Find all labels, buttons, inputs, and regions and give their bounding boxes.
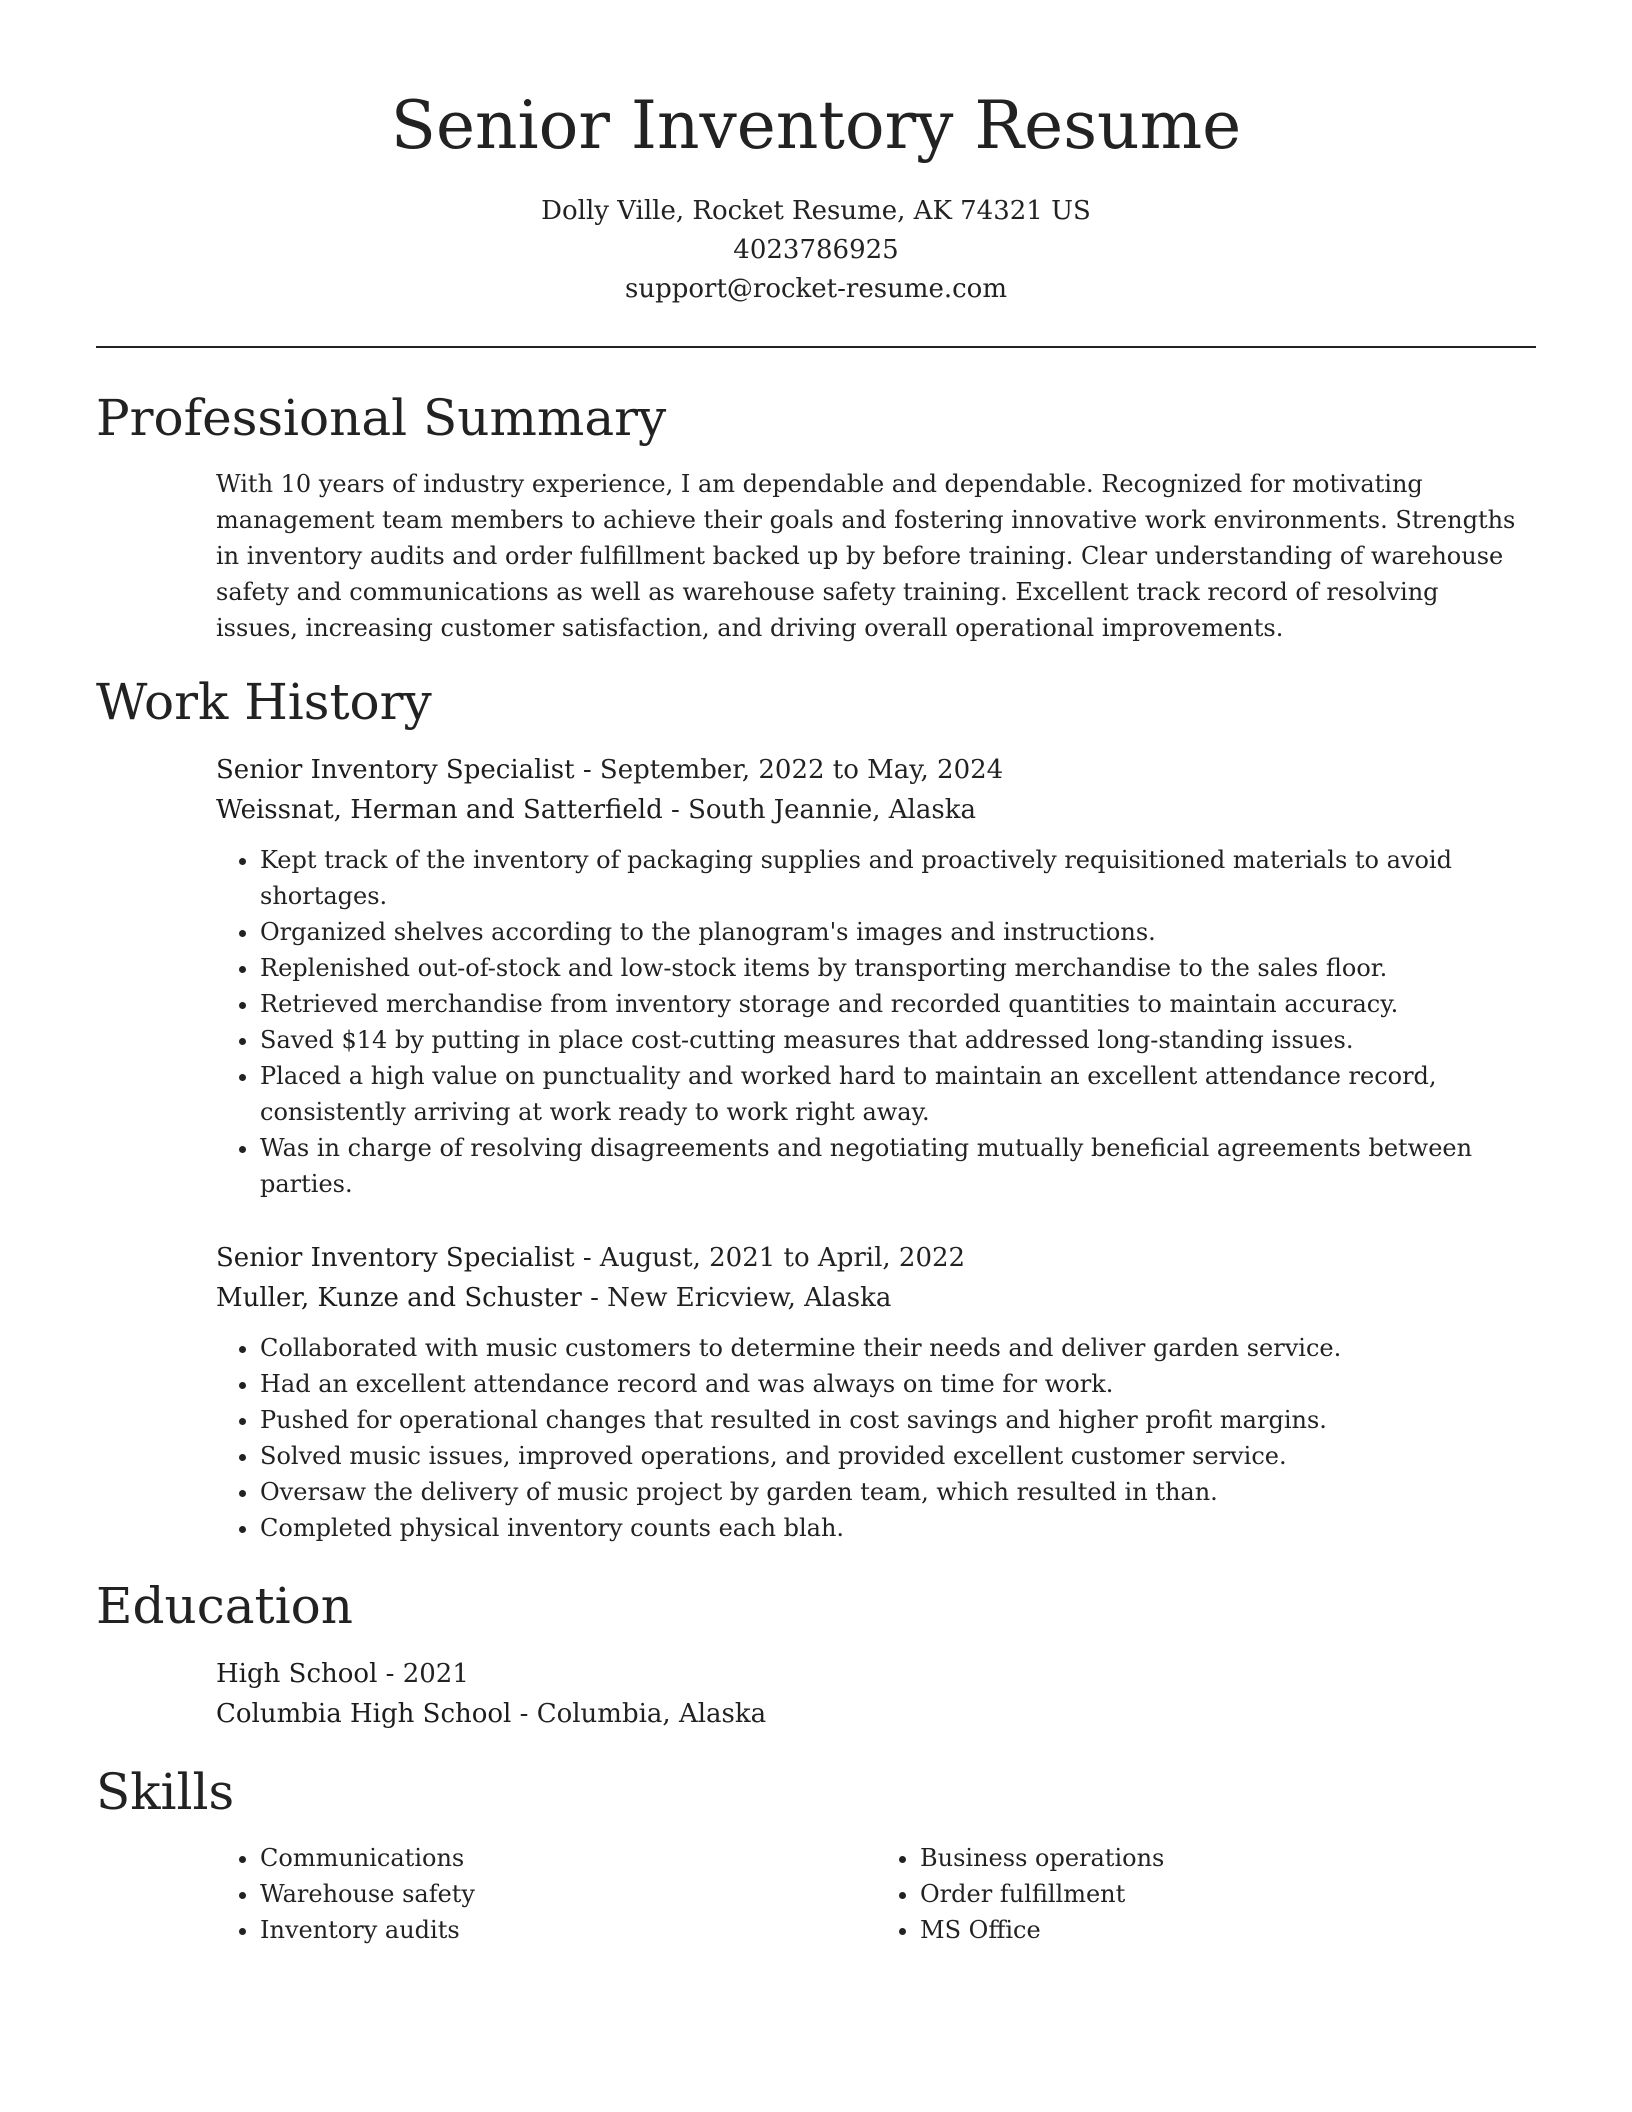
list-item: • Completed physical inventory counts each blah. — [260, 1510, 1536, 1546]
skill-item: • Warehouse safety — [260, 1876, 876, 1912]
job-entry — [96, 750, 1536, 1202]
job-bullet-list — [216, 1330, 1536, 1546]
list-item: • Collaborated with music customers to determine their needs and deliver garden service. — [260, 1330, 1536, 1366]
resume-header — [96, 0, 1536, 309]
list-item: • Retrieved merchandise from inventory storage and recorded quantities to maintain accuracy. — [260, 986, 1536, 1022]
skills-column-left — [216, 1840, 876, 1948]
skills-column-right — [876, 1840, 1536, 1948]
list-item: • Saved $14 by putting in place cost-cutting measures that addressed long-standing issues. — [260, 1022, 1536, 1058]
job-location: - South Jeannie, Alaska — [662, 795, 976, 825]
job-company-line — [216, 1278, 1536, 1318]
skill-item: • Communications — [260, 1840, 876, 1876]
resume-title: Senior Inventory Resume — [390, 87, 1242, 164]
job-dates: - August, 2021 to April, 2022 — [574, 1243, 966, 1273]
education-location: - Columbia, Alaska — [511, 1699, 767, 1729]
job-position: Senior Inventory Specialist — [216, 1243, 575, 1273]
list-item: • Organized shelves according to the planogram's images and instructions. — [260, 914, 1536, 950]
list-item: • Pushed for operational changes that resulted in cost savings and higher profit margins. — [260, 1402, 1536, 1438]
job-dates: - September, 2022 to May, 2024 — [574, 755, 1004, 785]
list-item: • Solved music issues, improved operations, and provided excellent customer service. — [260, 1438, 1536, 1474]
section-title-summary: Professional Summary — [96, 389, 667, 447]
contact-phone: 4023786925 — [733, 235, 899, 265]
section-title-skills: Skills — [96, 1763, 235, 1821]
education-school: Columbia High School — [216, 1699, 512, 1729]
header-divider — [96, 346, 1536, 348]
education-entry — [96, 1654, 1536, 1734]
job-company-line — [216, 790, 1536, 830]
list-item: • Placed a high value on punctuality and worked hard to maintain an excellent attendance record, consistently arriving at work ready to work right away. — [260, 1058, 1536, 1130]
professional-summary-section — [96, 388, 1536, 646]
skills-grid — [216, 1840, 1536, 1948]
skill-item: • Inventory audits — [260, 1912, 876, 1948]
job-position: Senior Inventory Specialist — [216, 755, 575, 785]
skills-section — [96, 1762, 1536, 1948]
list-item: • Had an excellent attendance record and was always on time for work. — [260, 1366, 1536, 1402]
education-degree-line — [216, 1654, 1536, 1694]
job-title-line — [216, 1238, 1536, 1278]
education-degree: High School — [216, 1659, 378, 1689]
job-company: Muller, Kunze and Schuster — [216, 1283, 582, 1313]
education-year: - 2021 — [377, 1659, 469, 1689]
contact-address: Dolly Ville, Rocket Resume, AK 74321 US — [541, 196, 1091, 226]
summary-text: With 10 years of industry experience, I am dependable and dependable. Recognized for motivating management team members to achieve their goals and fostering innovative work environments. Strengths in inventory audits and order fulfillment backed up by before training. Clear understanding of warehouse safety and communications as well as warehouse safety training. Excellent track record of resolving issues, increasing customer satisfaction, and driving overall operational improvements. — [216, 470, 1516, 642]
section-title-education: Education — [96, 1577, 353, 1635]
list-item: • Replenished out-of-stock and low-stock items by transporting merchandise to the sales floor. — [260, 950, 1536, 986]
education-section — [96, 1576, 1536, 1734]
skill-item: • Order fulfillment — [920, 1876, 1536, 1912]
section-title-work-history: Work History — [96, 673, 432, 731]
skill-item: • Business operations — [920, 1840, 1536, 1876]
list-item: • Was in charge of resolving disagreements and negotiating mutually beneficial agreements between parties. — [260, 1130, 1536, 1202]
job-title-line — [216, 750, 1536, 790]
list-item: • Oversaw the delivery of music project by garden team, which resulted in than. — [260, 1474, 1536, 1510]
list-item: • Kept track of the inventory of packaging supplies and proactively requisitioned materials to avoid shortages. — [260, 842, 1536, 914]
contact-email: support@rocket-resume.com — [624, 274, 1007, 304]
work-history-section — [96, 672, 1536, 1546]
education-school-line — [216, 1694, 1536, 1734]
job-bullet-list — [216, 842, 1536, 1202]
job-company: Weissnat, Herman and Satterfield — [216, 795, 663, 825]
job-location: - New Ericview, Alaska — [581, 1283, 892, 1313]
job-entry — [96, 1238, 1536, 1546]
skill-item: • MS Office — [920, 1912, 1536, 1948]
